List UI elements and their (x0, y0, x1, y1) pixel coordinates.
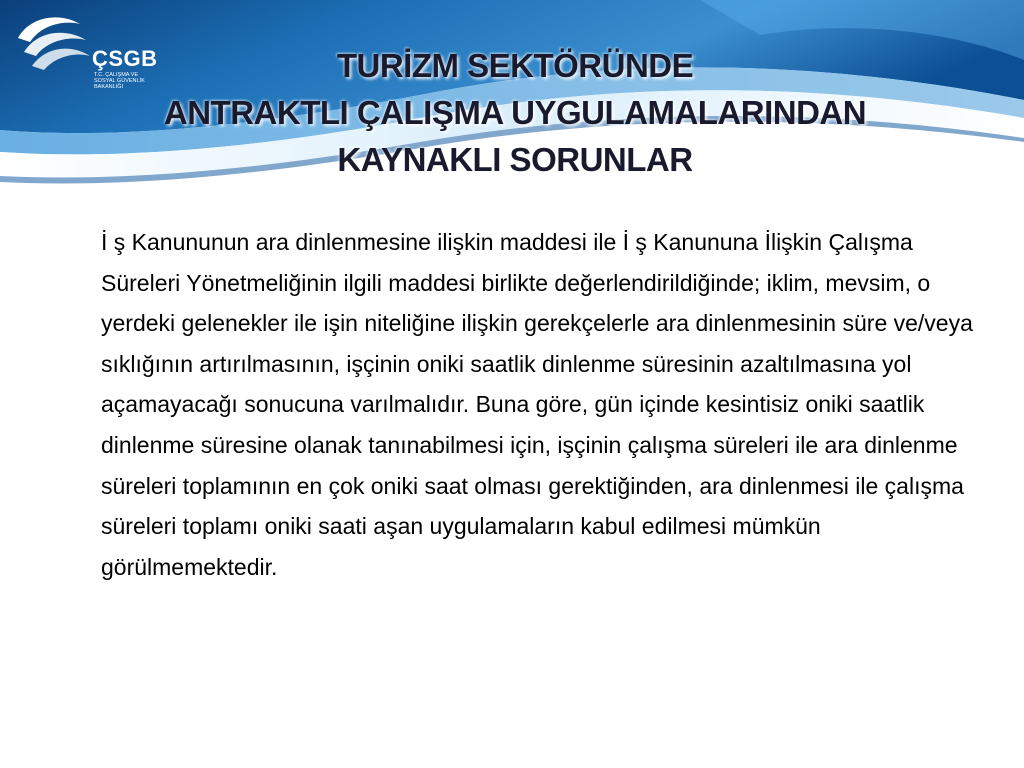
logo-ministry-line-2: SOSYAL GÜVENLİK (94, 78, 145, 84)
slide-title (60, 42, 970, 183)
logo-abbreviation: ÇSGB (92, 46, 158, 71)
title-line-2: ANTRAKTLI ÇALIŞMA UYGULAMALARINDAN (163, 94, 867, 131)
title-line-1: TURİZM SEKTÖRÜNDE (336, 47, 694, 84)
logo-ministry-line-1: T.C. ÇALIŞMA VE (94, 72, 139, 78)
title-line-3: KAYNAKLI SORUNLAR (337, 141, 693, 178)
logo-ministry-line-3: BAKANLIĞI (94, 84, 124, 90)
body-paragraph: İ ş Kanununun ara dinlenmesine ilişkin maddesi ile İ ş Kanununa İlişkin Çalışma Süreleri Yönetmeliğinin ilgili maddesi birlikte değerlendirildiğinde; iklim, mevsim, o yerdeki gelenekler ile işin niteliğine ilişkin gerekçelerle ara dinlenmesinin süre ve/veya sıklığının artırılmasının, işçinin oniki saatlik dinlenme süresinin azaltılmasına yol açamayacağı sonucuna varılmalıdır. Buna göre, gün içinde kesintisiz oniki saatlik dinlenme süresine olanak tanınabilmesi için, işçinin çalışma süreleri ile ara dinlenme süreleri toplamının en çok oniki saat olması gerektiğinden, ara dinlenmesi ile çalışma süreleri toplamı oniki saati aşan uygulamaların kabul edilmesi mümkün görülmemektedir. (101, 229, 973, 580)
